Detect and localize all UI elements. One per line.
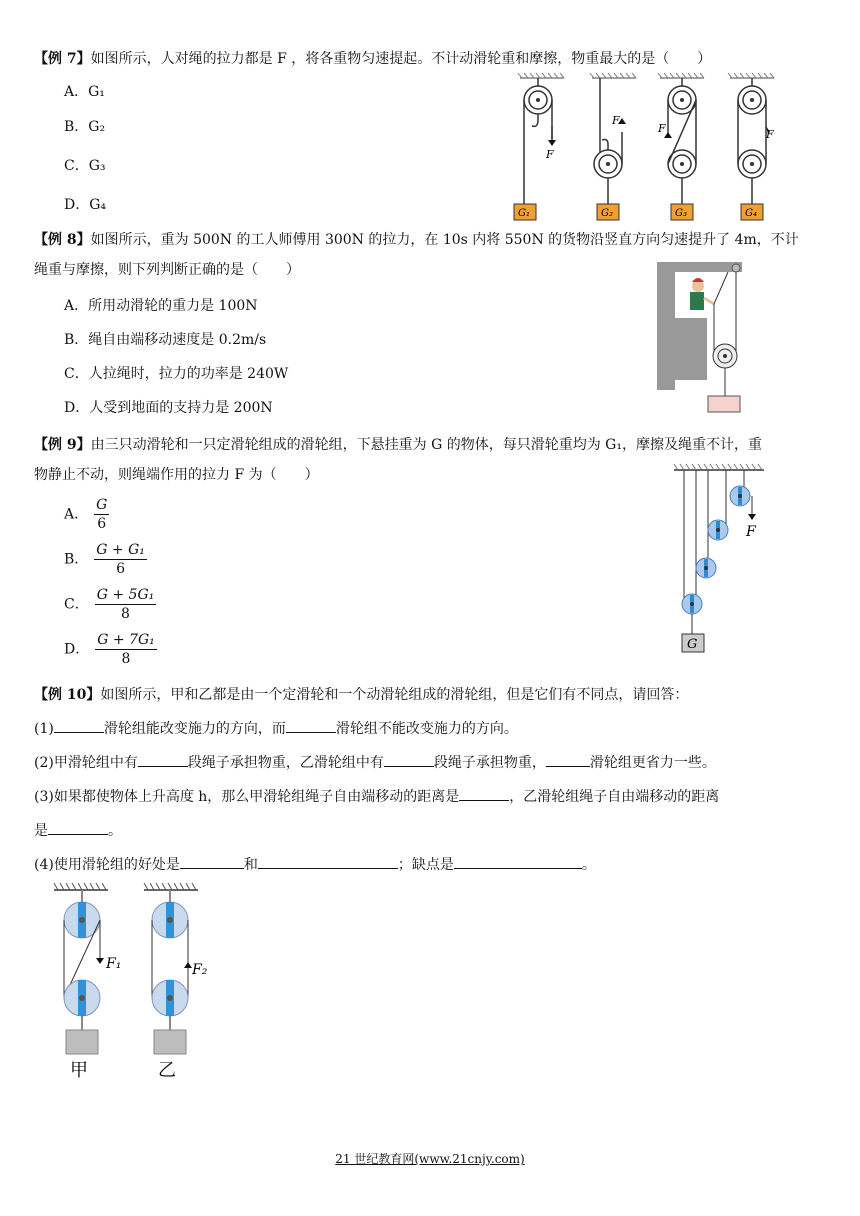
answer-blank[interactable] <box>286 718 336 733</box>
example-7-stem: 【例 7】如图所示，人对绳的拉力都是 F ，将各重物匀速提起。不计动滑轮重和摩擦，物重最大的是（ ） <box>34 51 712 67</box>
force-f2-label: F₂ <box>192 962 208 978</box>
example-7-label: 【例 7】 <box>34 51 91 67</box>
answer-blank[interactable] <box>138 752 188 767</box>
label-jia: 甲 <box>70 1060 88 1081</box>
example-10-text: 【例 10】如图所示，甲和乙都是由一个定滑轮和一个动滑轮组成的滑轮组，但是它们有不同点，请回答： (1) 滑轮组能改变施力的方向，而 滑轮组不能改变施力的方向。 (2)甲滑轮组中有 段绳子承担物重，乙滑轮组中有 段绳子承担物重， 滑轮组更省力一些。 (3)如果都使物体上升高度 h，那么甲滑轮组绳子自由端移动的距离是 ，乙滑轮组绳子自由端移动的距离 是 。 (4)使用滑轮组的好处是 和 ；缺点是 。 <box>34 678 824 882</box>
force-label-4: F <box>766 128 774 141</box>
weight-g2-label: G₂ <box>601 208 613 219</box>
answer-blank[interactable] <box>546 752 590 767</box>
force-label-2: F <box>612 114 620 127</box>
answer-blank[interactable] <box>180 854 244 869</box>
answer-blank[interactable] <box>54 718 104 733</box>
answer-blank[interactable] <box>384 752 434 767</box>
example-9-option-a: A． $\frac{G}{6}$ <box>64 497 108 532</box>
example-8-option-d: D．人受到地面的支持力是 200N <box>64 400 273 416</box>
example-9-option-c: C． $\frac{\text{G + 5G₁}}{8}$ <box>64 587 155 622</box>
weight-g1-label: G₁ <box>518 208 530 219</box>
weight-g4-label: G₄ <box>745 208 757 219</box>
example-8-label: 【例 8】 <box>34 232 91 248</box>
weight-g3-label: G₃ <box>675 208 687 219</box>
example-10-figure <box>40 880 230 1085</box>
example-10-q2: (2)甲滑轮组中有 段绳子承担物重，乙滑轮组中有 段绳子承担物重， 滑轮组更省力一些。 <box>34 746 824 780</box>
example-9-option-d: D． $\frac{\text{G + 7G₁}}{8}$ <box>64 632 155 667</box>
example-7-option-d: D．G₄ <box>64 197 107 213</box>
force-label-3: F <box>658 122 666 135</box>
example-10-label: 【例 10】 <box>34 687 101 703</box>
example-8-option-a: A．所用动滑轮的重力是 100N <box>64 298 258 314</box>
example-10-q1: (1) 滑轮组能改变施力的方向，而 滑轮组不能改变施力的方向。 <box>34 712 824 746</box>
force-f1-label: F₁ <box>106 956 122 972</box>
example-9-figure <box>668 462 778 658</box>
weight-g-label: G <box>687 637 698 652</box>
example-7-figure <box>500 72 790 222</box>
answer-blank[interactable] <box>454 854 582 869</box>
example-7-option-b: B．G₂ <box>64 119 106 135</box>
answer-blank[interactable] <box>48 820 108 835</box>
example-9-option-b: B． $\frac{\text{G + G₁}}{6}$ <box>64 542 145 577</box>
example-10-q3-cont: 是 。 <box>34 814 824 848</box>
example-7-option-a: A．G₁ <box>64 84 105 100</box>
example-9-stem: 【例 9】由三只动滑轮和一只定滑轮组成的滑轮组，下悬挂重为 G 的物体，每只滑轮重均为 G₁，摩擦及绳重不计，重 物静止不动，则绳端作用的拉力 F 为（ ） <box>34 437 762 483</box>
answer-blank[interactable] <box>459 786 509 801</box>
label-yi: 乙 <box>158 1060 176 1081</box>
example-8-option-c: C．人拉绳时，拉力的功率是 240W <box>64 366 289 382</box>
example-8-stem: 【例 8】如图所示，重为 500N 的工人师傅用 300N 的拉力，在 10s 内将 550N 的货物沿竖直方向匀速提升了 4m，不计 绳重与摩擦，则下列判断正确的是（ ） <box>34 232 799 278</box>
force-label-f: F <box>746 524 756 540</box>
answer-blank[interactable] <box>258 854 398 869</box>
example-7-option-c: C．G₃ <box>64 158 106 174</box>
example-9-label: 【例 9】 <box>34 437 91 453</box>
example-8-figure <box>652 258 752 418</box>
footer-link[interactable]: 21 世纪教育网(www.21cnjy.com) <box>335 1152 525 1166</box>
example-8-option-b: B．绳自由端移动速度是 0.2m/s <box>64 332 267 348</box>
example-10-q4: (4)使用滑轮组的好处是 和 ；缺点是 。 <box>34 848 824 882</box>
force-label-1: F <box>546 148 554 161</box>
example-10-q3: (3)如果都使物体上升高度 h，那么甲滑轮组绳子自由端移动的距离是 ，乙滑轮组绳子自由端移动的距离 <box>34 780 824 814</box>
